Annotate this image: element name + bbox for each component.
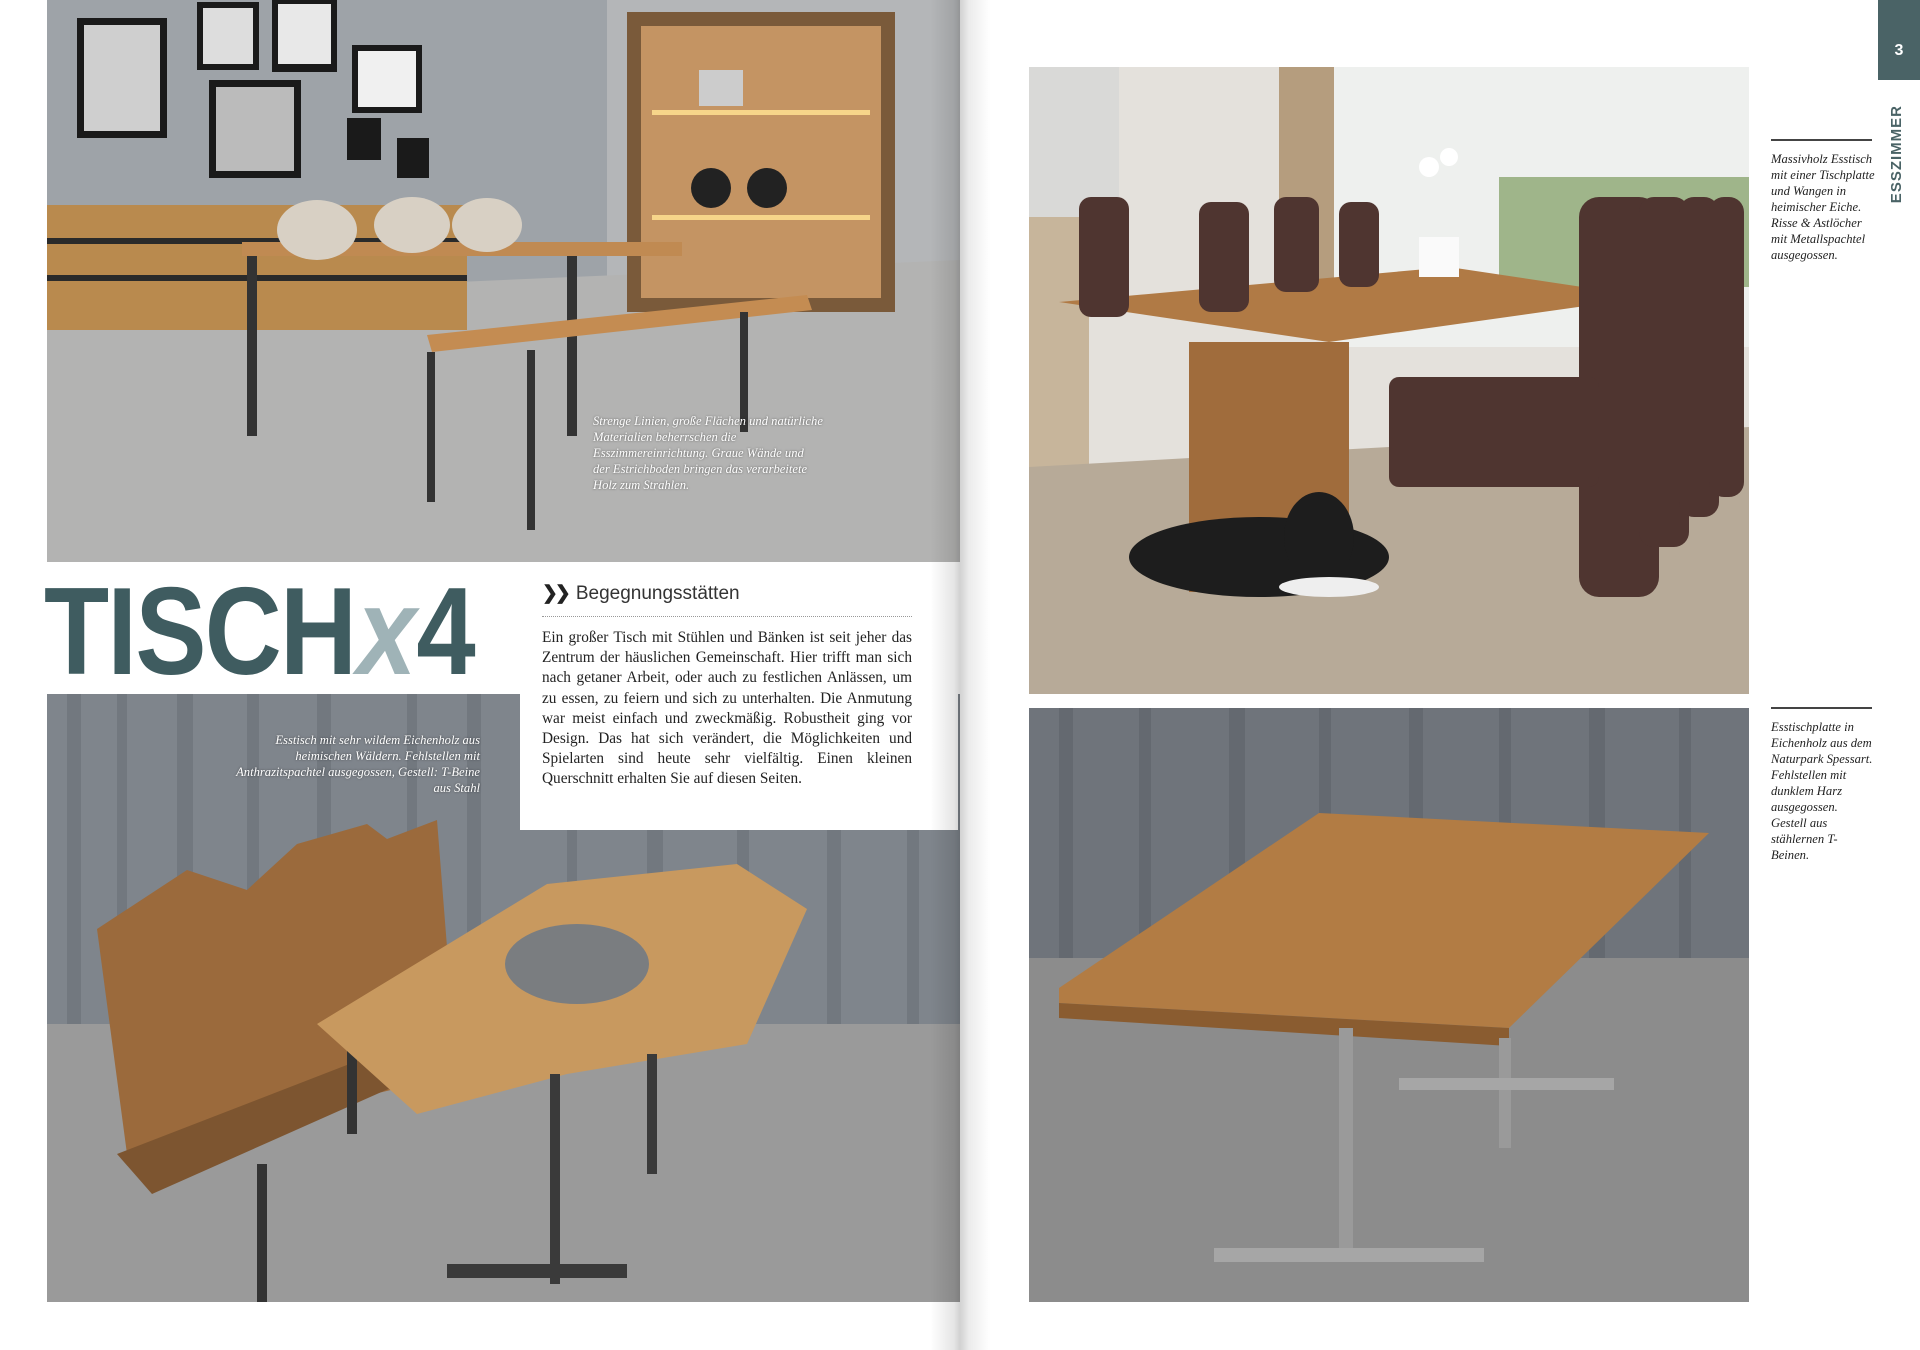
section-tab [1878,0,1920,80]
headline [44,563,474,701]
photo-dining-table-dog [1029,67,1749,694]
dotted-rule [542,616,912,617]
headline-main: TISCH [44,563,356,701]
section-label [1888,105,1908,205]
photo-modern-dining-room [47,0,960,562]
headline-count: 4 [416,563,474,701]
article-body: Ein großer Tisch mit Stühlen und Bänken ist seit jeher das Zentrum der häuslichen Gemeinschaft. Hier trifft man sich nach getaner Arbeit, oder auch zu festlichen Anlässen, um zu essen, zu feiern und sich zu unterhalten. Die Anmutung war meist einfach und zweckmäßig. Robustheit ging vor Design. Das hat sich verändert, die Möglichkeiten und Spielarten sind heute sehr vielfältig. Einen kleinen Querschnitt erhalten Sie auf diesen Seiten. [542,629,912,788]
caption-rule-top-right [1771,139,1872,141]
article-subhead [542,582,740,605]
caption-bottom-left: Esstisch mit sehr wildem Eichenholz aus heimischen Wäldern. Fehlstellen mit Anthrazitspachtel ausgegossen, Gestell: T-Beine aus Stahl [236,733,480,795]
section-label-text: ESSZIMMER [1888,105,1905,204]
page-number: 3 [1894,42,1904,59]
caption-top-right: Massivholz Esstisch mit einer Tischplatte und Wangen in heimischer Eiche. Risse & Astlöcher mit Metallspachtel ausgegossen. [1771,152,1875,262]
double-chevron-icon: ❯❯ [542,583,568,604]
photo-oak-tabletop [1029,708,1749,1302]
caption-rule-bottom-right [1771,707,1872,709]
headline-x: x [357,563,415,701]
caption-bottom-right: Esstischplatte in Eichenholz aus dem Naturpark Spessart. Fehlstellen mit dunklem Harz ausgegossen. Gestell aus stählernen T-Beinen. [1771,720,1873,862]
article-subhead-text: Begegnungsstätten [575,583,740,604]
caption-top-left: Strenge Linien, große Flächen und natürliche Materialien beherrschen die Esszimmereinrichtung. Graue Wände und der Estrichboden bringen das verarbeitete Holz zum Strahlen. [593,414,823,492]
article-box [520,565,958,830]
